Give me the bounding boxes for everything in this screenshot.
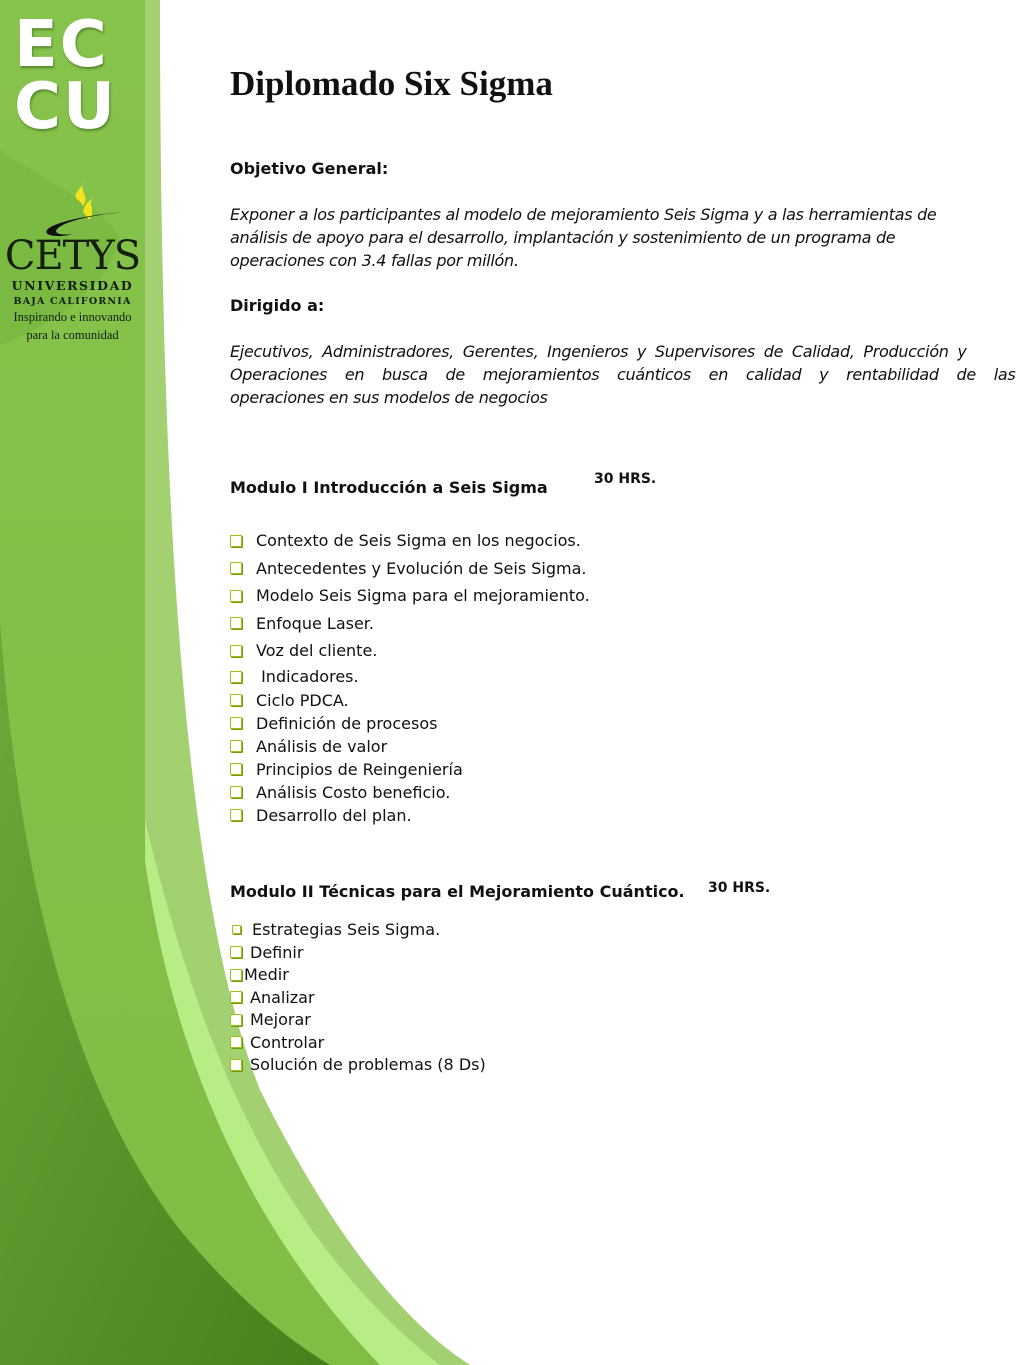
cetys-tagline-2: para la comunidad [26, 328, 119, 342]
modulo2-heading: Modulo II Técnicas para el Mejoramiento Cuántico. [230, 882, 685, 901]
checkbox-square-icon [230, 1014, 242, 1026]
list-item: Modelo Seis Sigma para el mejoramiento. [230, 582, 590, 610]
list-item: Definición de procesos [230, 712, 590, 735]
dirigido-line: operaciones en sus modelos de negocios [230, 388, 548, 407]
list-item: Desarrollo del plan. [230, 804, 590, 827]
cetys-tagline-1: Inspirando e innovando [13, 310, 132, 324]
checkbox-square-icon [230, 717, 242, 729]
list-item: Enfoque Laser. [230, 610, 590, 638]
cetys-region: BAJA CALIFORNIA [13, 296, 132, 307]
modulo1-list [230, 527, 590, 827]
page-title: Diplomado Six Sigma [230, 64, 553, 103]
eccu-logo [14, 8, 126, 144]
cetys-universidad: UNIVERSIDAD [11, 278, 134, 293]
objetivo-heading: Objetivo General: [230, 159, 389, 178]
eccu-logo-line2: CU [14, 70, 117, 144]
checkbox-square-icon [230, 786, 242, 798]
checkbox-square-icon [232, 925, 241, 934]
checkbox-square-icon [230, 617, 242, 629]
dirigido-heading: Dirigido a: [230, 296, 325, 315]
checkbox-square-icon [230, 671, 242, 683]
checkbox-square-icon [230, 645, 242, 657]
checkbox-square-icon [230, 535, 242, 547]
checkbox-square-icon [230, 740, 242, 752]
modulo1-heading: Modulo I Introducción a Seis Sigma [230, 478, 548, 497]
dirigido-line: Operaciones en busca de mejoramientos cuánticos en calidad y rentabilidad de las [230, 365, 1016, 384]
list-item: Medir [230, 964, 486, 987]
modulo2-hours: 30 HRS. [708, 880, 771, 896]
list-item: Voz del cliente. [230, 637, 590, 665]
list-item: Definir [230, 941, 486, 964]
eccu-logo-line1: EC [14, 8, 109, 82]
list-item: Mejorar [230, 1009, 486, 1032]
checkbox-square-icon [230, 562, 242, 574]
checkbox-square-icon [230, 590, 242, 602]
list-item: Indicadores. [230, 665, 590, 689]
checkbox-square-icon [230, 991, 242, 1003]
modulo2-list [230, 918, 486, 1076]
list-item: Análisis Costo beneficio. [230, 781, 590, 804]
list-item: Contexto de Seis Sigma en los negocios. [230, 527, 590, 555]
dirigido-paragraph [230, 340, 1015, 409]
checkbox-square-icon [230, 1036, 242, 1048]
objetivo-line: Exponer a los participantes al modelo de mejoramiento Seis Sigma y a las herramientas de [230, 205, 937, 224]
checkbox-square-icon [230, 763, 242, 775]
checkbox-square-icon [230, 809, 242, 821]
cetys-wordmark: CETYS [4, 233, 141, 279]
checkbox-square-icon [230, 1059, 242, 1071]
list-item: Controlar [230, 1031, 486, 1054]
list-item: Antecedentes y Evolución de Seis Sigma. [230, 555, 590, 583]
objetivo-line: análisis de apoyo para el desarrollo, implantación y sostenimiento de un programa de [230, 228, 896, 247]
list-item: Analizar [230, 986, 486, 1009]
list-item: Análisis de valor [230, 735, 590, 758]
flame-swoosh-icon [13, 178, 133, 240]
dirigido-line: Ejecutivos, Administradores, Gerentes, Ingenieros y Supervisores de Calidad, Producción y [230, 342, 967, 361]
checkbox-square-icon [230, 946, 242, 958]
modulo1-hours: 30 HRS. [594, 471, 657, 487]
checkbox-square-icon [230, 694, 242, 706]
objetivo-paragraph [230, 203, 936, 272]
checkbox-square-icon [230, 969, 242, 981]
list-item: Solución de problemas (8 Ds) [230, 1054, 486, 1077]
objetivo-line: operaciones con 3.4 fallas por millón. [230, 251, 519, 270]
cetys-logo [0, 178, 145, 343]
list-item: Ciclo PDCA. [230, 689, 590, 712]
list-item: Estrategias Seis Sigma. [230, 918, 486, 941]
document-content [230, 0, 1024, 1365]
list-item: Principios de Reingeniería [230, 758, 590, 781]
